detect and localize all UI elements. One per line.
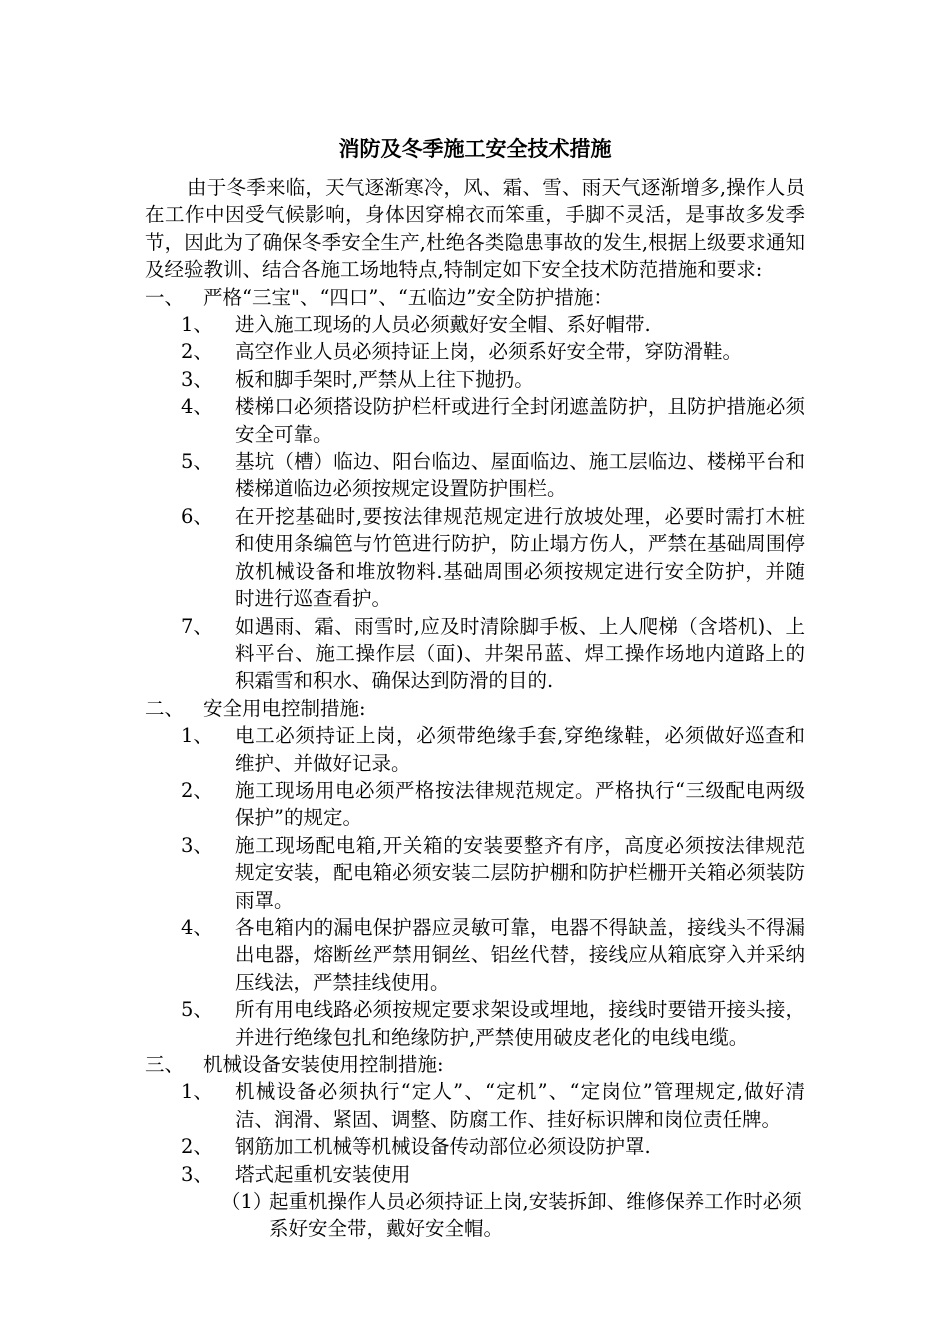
item-text: 施工现场用电必须严格按法律规范规定。严格执行“三级配电两级保护”的规定。 (235, 778, 805, 830)
list-item (145, 777, 805, 832)
item-number: 2、 (181, 1135, 213, 1159)
item-text: 所有用电线路必须按规定要求架设或埋地，接线时要错开接头接，并进行绝缘包扎和绝缘防护,严禁使用破皮老化的电线电缆。 (235, 998, 805, 1049)
subitem-text: 起重机操作人员必须持证上岗,安装拆卸、维修保养工作时必须系好安全带，戴好安全帽。 (269, 1190, 802, 1241)
item-number: 2、 (181, 340, 213, 364)
list-item (145, 366, 805, 393)
item-number: 3、 (181, 1162, 213, 1186)
list-item (145, 393, 805, 448)
item-text: 在开挖基础时,要按法律规范规定进行放坡处理，必要时需打木桩和使用条编笆与竹笆进行防护，防止塌方伤人，严禁在基础周围停放机械设备和堆放物料.基础周围必须按规定进行安全防护，并随时进行巡查看护。 (235, 504, 805, 611)
item-number: 3、 (181, 833, 213, 857)
item-text: 塔式起重机安装使用 (235, 1162, 411, 1186)
list-item (145, 338, 805, 365)
list-item (145, 832, 805, 914)
list-item (145, 1161, 805, 1188)
list-item (145, 503, 805, 613)
item-text: 机械设备必须执行“定人”、“定机”、“定岗位”管理规定,做好清洁、润滑、紧固、调整、防腐工作、挂好标识牌和岗位责任牌。 (235, 1080, 805, 1131)
item-text: 钢筋加工机械等机械设备传动部位必须设防护罩. (235, 1135, 651, 1159)
item-text: 板和脚手架时,严禁从上往下抛扔。 (235, 367, 534, 391)
page-title: 消防及冬季施工安全技术措施 (338, 136, 612, 161)
item-number: 4、 (181, 395, 213, 419)
list-item (145, 1078, 805, 1133)
item-text: 楼梯口必须搭设防护栏杆或进行全封闭遮盖防护，且防护措施必须安全可靠。 (235, 395, 805, 446)
list-item (145, 914, 805, 996)
subitem-number: （1） (221, 1190, 273, 1214)
section-number: 一、 (145, 285, 185, 309)
item-text: 如遇雨、霜、雨雪时,应及时清除脚手板、上人爬梯（含塔机)、上料平台、施工操作层（面)、井架吊蓝、焊工操作场地内道路上的积霜雪和积水、确保达到防滑的目的. (235, 614, 805, 693)
section-heading (145, 695, 805, 722)
section-number: 三、 (145, 1053, 185, 1076)
item-number: 1、 (181, 313, 213, 337)
list-item (145, 996, 805, 1051)
list-item (145, 722, 805, 777)
section-title: 严格“三宝"、“四口”、“五临边”安全防护措施： (203, 285, 613, 309)
section-number: 二、 (145, 696, 185, 720)
item-number: 2、 (181, 778, 213, 802)
section-heading (145, 284, 805, 311)
sub-list-item (145, 1188, 805, 1243)
list-item (145, 613, 805, 695)
item-number: 1、 (181, 1080, 213, 1104)
item-number: 4、 (181, 915, 213, 939)
list-item (145, 1133, 805, 1160)
item-number: 7、 (181, 614, 213, 638)
item-number: 3、 (181, 367, 213, 391)
list-item (145, 448, 805, 503)
section-title: 机械设备安装使用控制措施: (203, 1053, 444, 1076)
list-item (145, 311, 805, 338)
item-text: 基坑（槽）临边、阳台临边、屋面临边、施工层临边、楼梯平台和楼梯道临边必须按规定设置防护围栏。 (235, 450, 805, 501)
item-number: 1、 (181, 724, 213, 748)
item-number: 6、 (181, 504, 213, 528)
item-text: 施工现场配电箱,开关箱的安装要整齐有序，高度必须按法律规范规定安装，配电箱必须安装二层防护棚和防护栏栅开关箱必须装防雨罩。 (235, 833, 805, 912)
item-text: 各电箱内的漏电保护器应灵敏可靠，电器不得缺盖，接线头不得漏出电器，熔断丝严禁用铜丝、铝丝代替，接线应从箱底穿入并采纳压线法，严禁挂线使用。 (235, 915, 805, 994)
item-number: 5、 (181, 450, 213, 474)
section-heading (145, 1051, 805, 1078)
item-text: 高空作业人员必须持证上岗，必须系好安全带，穿防滑鞋。 (235, 340, 743, 364)
section-title: 安全用电控制措施: (203, 696, 366, 720)
item-number: 5、 (181, 998, 213, 1022)
item-text: 进入施工现场的人员必须戴好安全帽、系好帽带. (235, 313, 651, 337)
item-text: 电工必须持证上岗，必须带绝缘手套,穿绝缘鞋，必须做好巡查和维护、并做好记录。 (235, 724, 805, 775)
document-body (145, 174, 805, 1243)
intro-paragraph: 由于冬季来临，天气逐渐寒冷，风、霜、雪、雨天气逐渐增多,操作人员在工作中因受气候影响，身体因穿棉衣而笨重，手脚不灵活，是事故多发季节，因此为了确保冬季安全生产,杜绝各类隐患事故的发生,根据上级要求通知及经验教训、结合各施工场地特点,特制定如下安全技术防范措施和要求: (145, 176, 805, 282)
